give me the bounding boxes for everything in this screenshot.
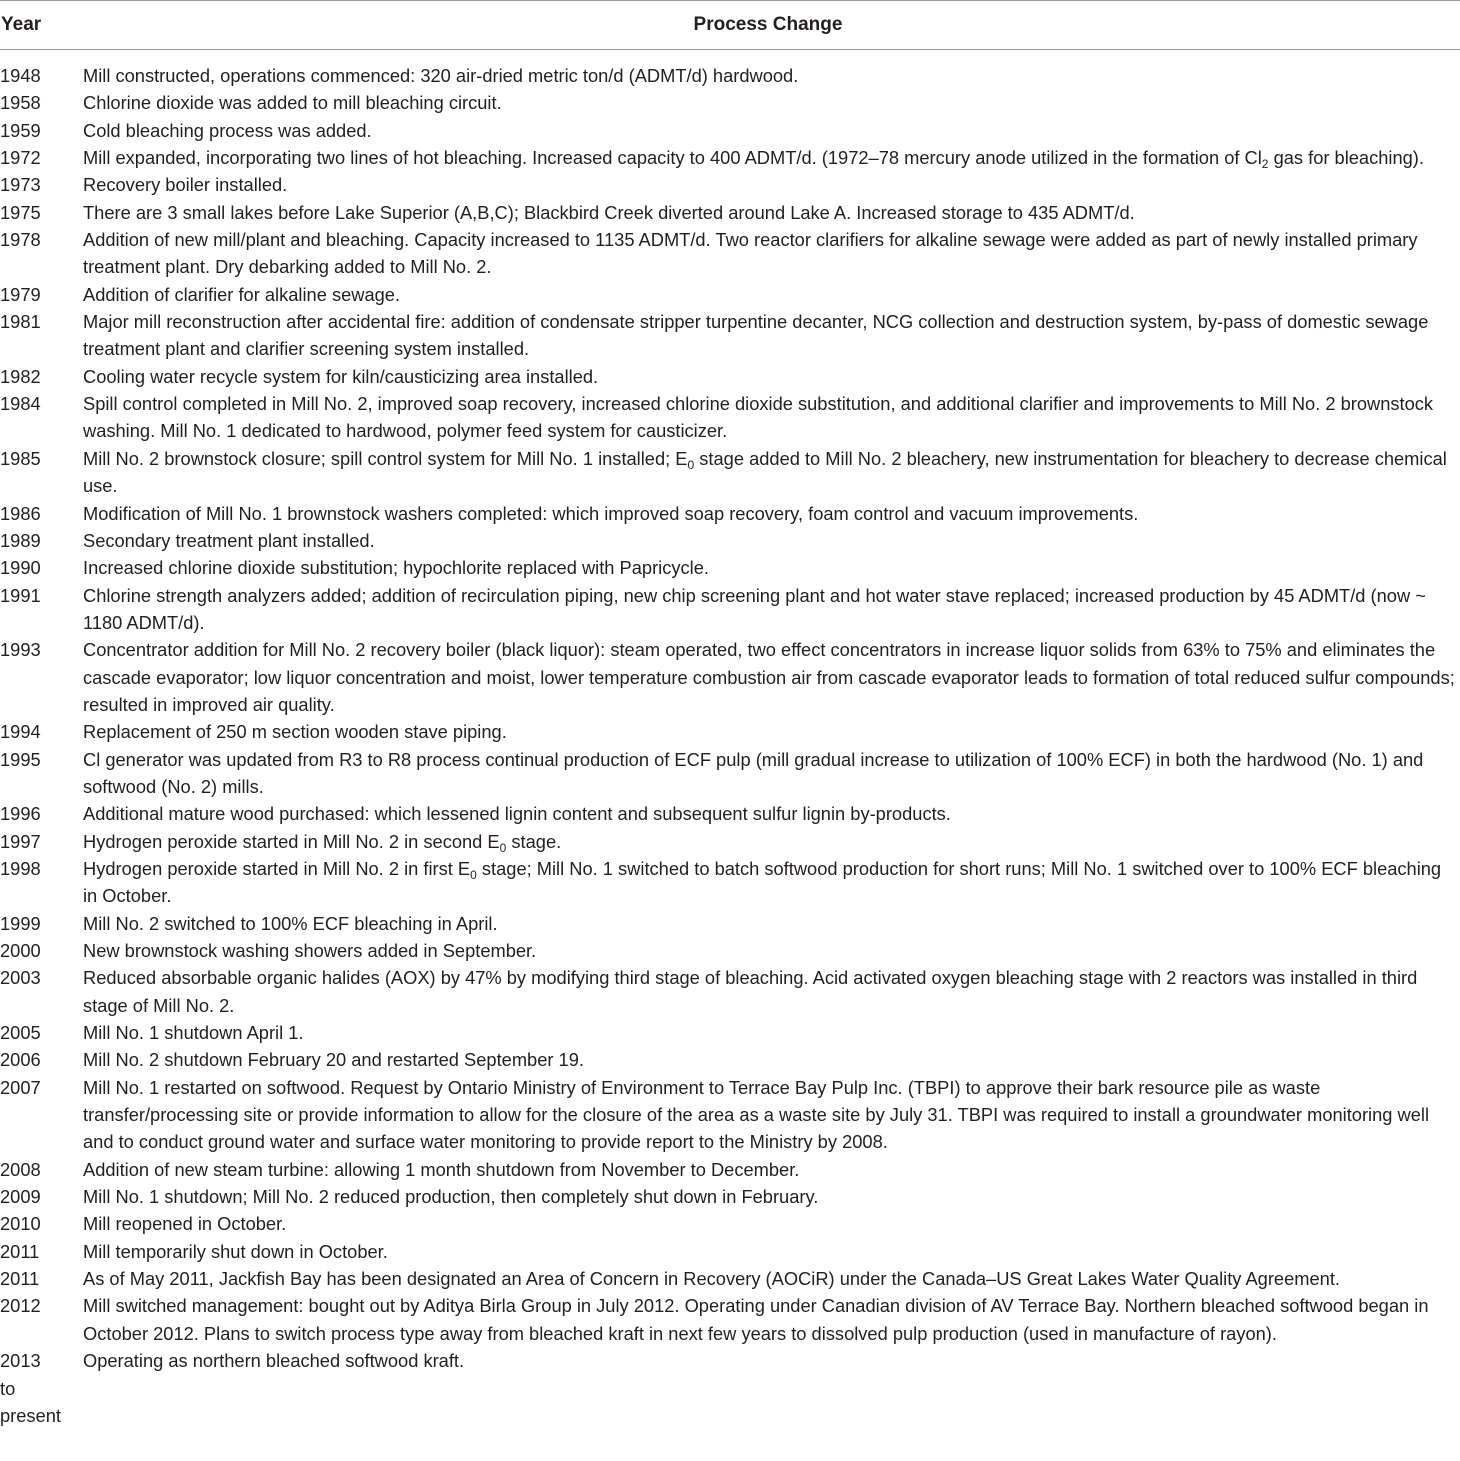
row-process-change: Mill No. 1 restarted on softwood. Request by Ontario Ministry of Environment to Terrace Bay Pulp Inc. (TBPI) to approve their bark resource pile as waste transfer/processing site or provide information to allow for the closure of the area as a waste site by July 31. TBPI was required to install a groundwater monitoring well and to conduct ground water and surface water monitoring to provide report to the Ministry by 2008. — [83, 1076, 1430, 1153]
row-process-change: Modification of Mill No. 1 brownstock washers completed: which improved soap recovery, foam control and vacuum improvements. — [83, 502, 1139, 524]
row-year: 1990 — [0, 557, 41, 579]
row-process-change: Mill No. 2 switched to 100% ECF bleaching in April. — [83, 912, 498, 934]
table-row — [0, 144, 1460, 171]
row-year: 2011 — [0, 1268, 40, 1290]
row-year: 1997 — [0, 830, 41, 852]
table-row — [0, 1292, 1460, 1347]
row-year: 1985 — [0, 447, 41, 469]
row-process-change: Mill constructed, operations commenced: 320 air-dried metric ton/d (ADMT/d) hardwood. — [83, 65, 799, 86]
table-row — [0, 171, 1460, 198]
row-year: 2010 — [0, 1213, 41, 1235]
row-process-change: Spill control completed in Mill No. 2, improved soap recovery, increased chlorine dioxide substitution, and additional clarifier and improvements to Mill No. 2 brownstock washing. Mill No. 1 dedicated to hardwood, polymer feed system for causticizer. — [83, 393, 1434, 442]
row-process-change: Mill expanded, incorporating two lines of hot bleaching. Increased capacity to 400 ADMT/d. (1972–78 mercury anode utilized in the formation of $Cl_2$ gas for bleaching). — [83, 147, 1424, 172]
row-process-change: Replacement of 250 m section wooden stave piping. — [83, 721, 507, 743]
row-process-change: Cooling water recycle system for kiln/causticizing area installed. — [83, 365, 599, 387]
table-row — [0, 1074, 1460, 1156]
row-year: 2009 — [0, 1186, 41, 1208]
row-year: 1995 — [0, 748, 41, 770]
row-year: 1979 — [0, 283, 41, 305]
row-process-change: Hydrogen peroxide started in Mill No. 2 in second $E_0$ stage. — [83, 830, 562, 855]
row-process-change: Addition of clarifier for alkaline sewage. — [83, 283, 401, 305]
row-process-change: Mill reopened in October. — [83, 1213, 287, 1235]
table-row — [0, 1046, 1460, 1073]
row-process-change: As of May 2011, Jackfish Bay has been designated an Area of Concern in Recovery (AOCiR) under the Canada–US Great Lakes Water Quality Agreement. — [83, 1268, 1340, 1290]
table-row — [0, 308, 1460, 363]
row-year: 2011 — [0, 1240, 40, 1262]
row-process-change: Increased chlorine dioxide substitution; hypochlorite replaced with Papricycle. — [83, 557, 709, 579]
table-row — [0, 1183, 1460, 1210]
table-row — [0, 1210, 1460, 1237]
row-process-change: Reduced absorbable organic halides (AOX) by 47% by modifying third stage of bleaching. Acid activated oxygen bleaching stage with 2 reactors was installed in third stage of Mill No. 2. — [83, 967, 1418, 1016]
row-process-change: Operating as northern bleached softwood kraft. — [83, 1350, 465, 1372]
table-row — [0, 199, 1460, 226]
table-row — [0, 964, 1460, 1019]
table-row — [0, 1019, 1460, 1046]
row-process-change: Hydrogen peroxide started in Mill No. 2 in first $E_0$ stage; Mill No. 1 switched to batch softwood production for short runs; Mill No. 1 switched over to 100% ECF bleaching in October. — [83, 857, 1442, 907]
table-row — [0, 62, 1460, 89]
table-row — [0, 226, 1460, 281]
row-process-change: Additional mature wood purchased: which lessened lignin content and subsequent sulfur lignin by-products. — [83, 803, 951, 825]
row-process-change: Addition of new steam turbine: allowing 1 month shutdown from November to December. — [83, 1158, 800, 1180]
table-row — [0, 1265, 1460, 1292]
table-row — [0, 117, 1460, 144]
table-row — [0, 89, 1460, 116]
row-year: 2006 — [0, 1049, 41, 1071]
row-year: 2000 — [0, 940, 41, 961]
table-row — [0, 281, 1460, 308]
row-process-change: There are 3 small lakes before Lake Superior (A,B,C); Blackbird Creek diverted around Lake A. Increased storage to 435 ADMT/d. — [83, 201, 1135, 223]
table-row — [0, 910, 1460, 937]
row-year: 1978 — [0, 229, 41, 251]
row-year: 1973 — [0, 174, 41, 196]
row-year: 1982 — [0, 365, 41, 387]
row-year: 1996 — [0, 803, 41, 825]
row-year: 1984 — [0, 393, 41, 415]
table-row — [0, 855, 1460, 910]
row-year: 1991 — [0, 584, 41, 606]
row-year: 2007 — [0, 1076, 41, 1098]
table-row — [0, 636, 1460, 718]
row-process-change: Secondary treatment plant installed. — [83, 529, 375, 551]
row-year: 1989 — [0, 529, 41, 551]
row-process-change: Chlorine dioxide was added to mill bleaching circuit. — [83, 92, 502, 114]
table-row — [0, 554, 1460, 581]
table-row — [0, 800, 1460, 827]
row-year: 1993 — [0, 639, 41, 661]
header-year: Year — [1, 14, 42, 35]
row-year: 2013 to present — [0, 1350, 61, 1426]
row-year: 1998 — [0, 857, 41, 879]
row-process-change: Mill switched management: bought out by Aditya Birla Group in July 2012. Operating under Canadian division of AV Terrace Bay. Northern bleached softwood began in October 2012. Plans to switch process type away from bleached kraft in next few years to dissolved pulp production (used in manufacture of rayon). — [83, 1295, 1429, 1344]
row-year: 1986 — [0, 502, 41, 524]
row-year: 2003 — [0, 967, 41, 989]
row-year: 1959 — [0, 119, 41, 141]
header-process-change: Process Change — [693, 14, 843, 35]
row-process-change: Mill No. 2 brownstock closure; spill control system for Mill No. 1 installed; $E_0$ stage added to Mill No. 2 bleachery, new instrumentation for bleachery to decrease chemical use. — [83, 447, 1447, 497]
table-row — [0, 500, 1460, 527]
row-year: 1948 — [0, 65, 41, 86]
table-row — [0, 582, 1460, 637]
table-row — [0, 527, 1460, 554]
row-process-change: Mill No. 1 shutdown; Mill No. 2 reduced production, then completely shut down in February. — [83, 1186, 819, 1208]
table-row — [0, 937, 1460, 964]
row-process-change: Addition of new mill/plant and bleaching. Capacity increased to 1135 ADMT/d. Two reactor clarifiers for alkaline sewage were added as part of newly installed primary treatment plant. Dry debarking added to Mill No. 2. — [83, 229, 1418, 278]
header-rule — [0, 49, 1460, 50]
row-process-change: Recovery boiler installed. — [83, 174, 288, 196]
row-process-change: New brownstock washing showers added in September. — [83, 940, 537, 961]
table-row — [0, 390, 1460, 445]
row-process-change: Concentrator addition for Mill No. 2 recovery boiler (black liquor): steam operated, two effect concentrators in increase liquor solids from 63% to 75% and eliminates the cascade evaporator; low liquor concentration and moist, lower temperature combustion air from cascade evaporator leads to formation of total reduced sulfur compounds; resulted in improved air quality. — [83, 639, 1455, 715]
row-year: 1981 — [0, 311, 41, 333]
row-year: 2005 — [0, 1022, 41, 1044]
row-process-change: Major mill reconstruction after accidental fire: addition of condensate stripper turpentine decanter, NCG collection and destruction system, by-pass of domestic sewage treatment plant and clarifier screening system installed. — [83, 311, 1429, 360]
row-process-change: Mill No. 2 shutdown February 20 and restarted September 19. — [83, 1049, 584, 1071]
row-year: 1972 — [0, 147, 41, 169]
table-row — [0, 1238, 1460, 1265]
table-row — [0, 1156, 1460, 1183]
row-process-change: Cl generator was updated from R3 to R8 process continual production of ECF pulp (mill gradual increase to utilization of 100% ECF) in both the hardwood (No. 1) and softwood (No. 2) mills. — [83, 748, 1424, 797]
table-header — [0, 1, 1460, 49]
table-row — [0, 363, 1460, 390]
row-process-change: Mill No. 1 shutdown April 1. — [83, 1022, 304, 1044]
row-year: 1958 — [0, 92, 41, 114]
row-process-change: Cold bleaching process was added. — [83, 119, 372, 141]
table-row — [0, 746, 1460, 801]
table-row — [0, 828, 1460, 855]
row-year: 1975 — [0, 201, 41, 223]
row-year: 2008 — [0, 1158, 41, 1180]
row-year: 1994 — [0, 721, 41, 743]
row-process-change: Chlorine strength analyzers added; addition of recirculation piping, new chip screening plant and hot water stave replaced; increased production by 45 ADMT/d (now ~ 1180 ADMT/d). — [83, 584, 1426, 633]
table-body — [0, 62, 1460, 1429]
row-year: 1999 — [0, 912, 41, 934]
table-row — [0, 1347, 1460, 1429]
row-process-change: Mill temporarily shut down in October. — [83, 1240, 388, 1262]
table-row — [0, 718, 1460, 745]
table-row — [0, 445, 1460, 500]
row-year: 2012 — [0, 1295, 41, 1317]
